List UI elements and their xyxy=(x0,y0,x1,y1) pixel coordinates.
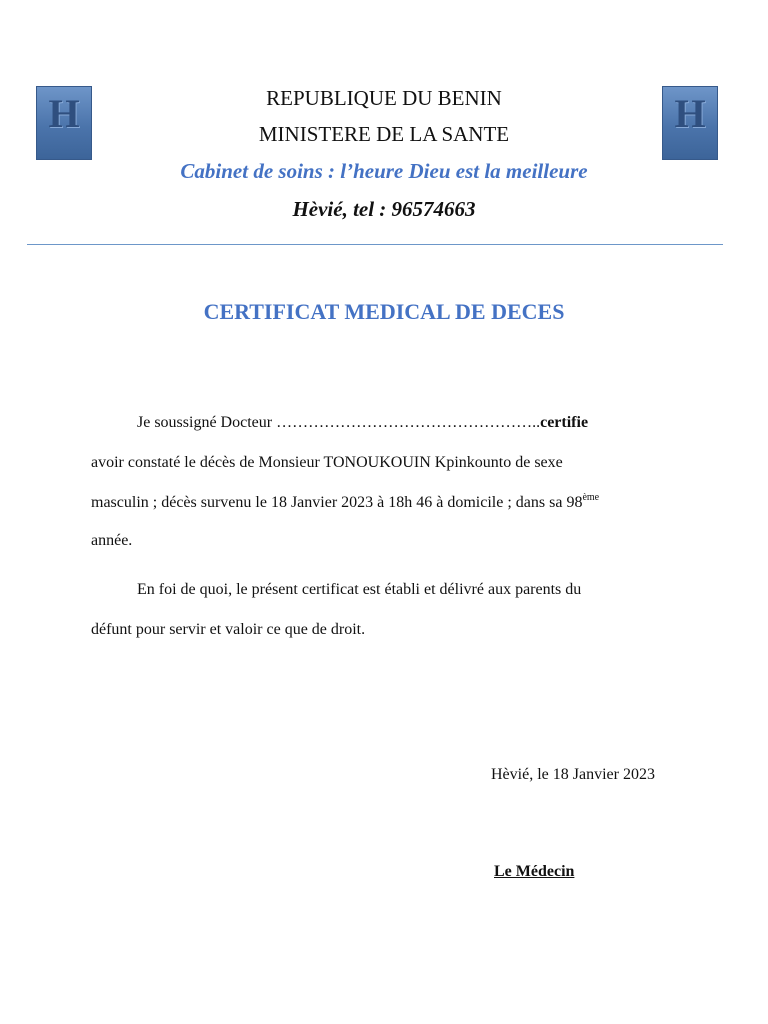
body-line-1 xyxy=(137,414,737,432)
body-line-4: année. xyxy=(91,532,133,549)
body-line-3 xyxy=(91,494,691,512)
ordinal-suffix: ème xyxy=(582,492,600,503)
signatory-label: Le Médecin xyxy=(494,863,575,880)
place-and-date: Hèvié, le 18 Janvier 2023 xyxy=(491,766,655,783)
location-phone: Hèvié, tel : 96574663 xyxy=(292,197,476,221)
cabinet-name: Cabinet de soins : l’heure Dieu est la meilleure xyxy=(180,159,588,183)
header-divider xyxy=(27,244,723,245)
republic-heading: REPUBLIQUE DU BENIN xyxy=(266,86,502,110)
certifie-word: certifie xyxy=(540,414,589,431)
body-line-6: défunt pour servir et valoir ce que de droit. xyxy=(91,621,366,638)
ministry-heading: MINISTERE DE LA SANTE xyxy=(258,122,510,146)
death-details: masculin ; décès survenu le 18 Janvier 2023 à 18h 46 à domicile ; dans sa 98 xyxy=(91,494,583,511)
hospital-h-icon: H xyxy=(674,90,706,136)
document-title: CERTIFICAT MEDICAL DE DECES xyxy=(203,299,565,324)
body-line-2: avoir constaté le décès de Monsieur TONOUKOUIN Kpinkounto de sexe xyxy=(91,454,563,471)
body-line-5: En foi de quoi, le présent certificat est établi et délivré aux parents du xyxy=(137,581,582,598)
doctor-declaration: Je soussigné Docteur ………………………………………….. xyxy=(137,414,541,431)
hospital-h-icon: H xyxy=(48,90,80,136)
